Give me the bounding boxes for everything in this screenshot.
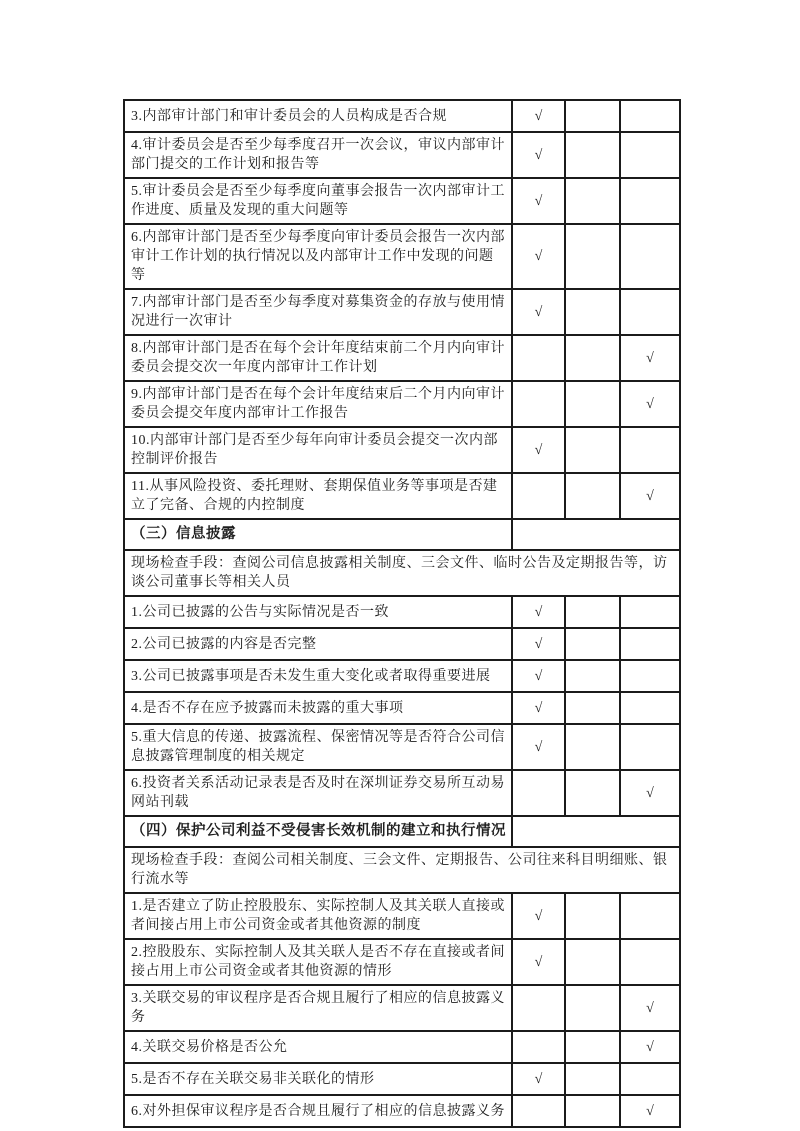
table-row	[124, 692, 680, 724]
check-mark: √	[534, 636, 543, 652]
check-mark-cell	[620, 985, 680, 1031]
check-mark: √	[534, 908, 543, 924]
check-mark: √	[534, 739, 543, 755]
empty-check-cell	[620, 724, 680, 770]
table-row	[124, 178, 680, 224]
empty-check-cell	[620, 100, 680, 132]
item-text: 5.是否不存在关联交易非关联化的情形	[124, 1063, 512, 1095]
table-row	[124, 473, 680, 519]
checklist-table	[123, 99, 681, 1128]
item-text: 10.内部审计部门是否至少每年向审计委员会提交一次内部控制评价报告	[124, 427, 512, 473]
empty-check-cell	[565, 724, 620, 770]
empty-check-cell	[565, 893, 620, 939]
check-mark: √	[534, 108, 543, 124]
item-text: 4.是否不存在应予披露而未披露的重大事项	[124, 692, 512, 724]
item-text: 4.关联交易价格是否公允	[124, 1031, 512, 1063]
check-mark: √	[534, 147, 543, 163]
check-mark-cell	[512, 660, 565, 692]
table-row	[124, 289, 680, 335]
empty-check-cell	[620, 660, 680, 692]
check-mark-cell	[620, 335, 680, 381]
empty-check-cell	[512, 770, 565, 816]
item-text: 7.内部审计部门是否至少每季度对募集资金的存放与使用情况进行一次审计	[124, 289, 512, 335]
table-row	[124, 550, 680, 596]
check-mark: √	[534, 604, 543, 620]
empty-check-cell	[565, 335, 620, 381]
check-mark-cell	[512, 692, 565, 724]
check-mark: √	[534, 668, 543, 684]
empty-check-cell	[620, 692, 680, 724]
empty-check-cell	[565, 770, 620, 816]
check-mark-cell	[620, 770, 680, 816]
item-text: 2.公司已披露的内容是否完整	[124, 628, 512, 660]
empty-check-cell	[512, 381, 565, 427]
empty-check-cell	[565, 1095, 620, 1127]
check-mark: √	[646, 396, 654, 412]
check-mark: √	[646, 1000, 654, 1016]
empty-check-cell	[565, 132, 620, 178]
empty-check-cell	[565, 939, 620, 985]
empty-check-cell	[565, 427, 620, 473]
check-mark: √	[534, 442, 543, 458]
check-mark: √	[646, 350, 654, 366]
inspection-method: 现场检查手段：查阅公司相关制度、三会文件、定期报告、公司往来科目明细账、银行流水等	[124, 847, 680, 893]
check-mark-cell	[620, 1095, 680, 1127]
check-mark: √	[534, 700, 543, 716]
item-text: 5.重大信息的传递、披露流程、保密情况等是否符合公司信息披露管理制度的相关规定	[124, 724, 512, 770]
item-text: 9.内部审计部门是否在每个会计年度结束后二个月内向审计委员会提交年度内部审计工作报告	[124, 381, 512, 427]
check-mark-cell	[512, 596, 565, 628]
empty-check-cell	[620, 939, 680, 985]
empty-check-cell	[565, 100, 620, 132]
item-text: 4.审计委员会是否至少每季度召开一次会议，审议内部审计部门提交的工作计划和报告等	[124, 132, 512, 178]
check-mark: √	[534, 304, 543, 320]
section-header: （三）信息披露	[124, 519, 512, 550]
empty-check-cell	[620, 289, 680, 335]
section-empty-cell	[512, 816, 680, 847]
table-row	[124, 628, 680, 660]
empty-check-cell	[512, 1095, 565, 1127]
empty-check-cell	[512, 335, 565, 381]
section-empty-cell	[512, 519, 680, 550]
table-row	[124, 100, 680, 132]
empty-check-cell	[565, 596, 620, 628]
check-mark-cell	[512, 724, 565, 770]
item-text: 1.是否建立了防止控股股东、实际控制人及其关联人直接或者间接占用上市公司资金或者其他资源的制度	[124, 893, 512, 939]
empty-check-cell	[620, 178, 680, 224]
table-row	[124, 770, 680, 816]
check-mark-cell	[512, 1063, 565, 1095]
empty-check-cell	[565, 692, 620, 724]
empty-check-cell	[620, 596, 680, 628]
empty-check-cell	[512, 473, 565, 519]
check-mark-cell	[512, 178, 565, 224]
empty-check-cell	[620, 893, 680, 939]
empty-check-cell	[620, 1063, 680, 1095]
empty-check-cell	[565, 628, 620, 660]
inspection-method: 现场检查手段：查阅公司信息披露相关制度、三会文件、临时公告及定期报告等，访谈公司董事长等相关人员	[124, 550, 680, 596]
table-row	[124, 985, 680, 1031]
check-mark: √	[646, 1103, 654, 1119]
section-header: （四）保护公司利益不受侵害长效机制的建立和执行情况	[124, 816, 512, 847]
empty-check-cell	[512, 985, 565, 1031]
check-mark-cell	[620, 1031, 680, 1063]
check-mark-cell	[512, 132, 565, 178]
item-text: 3.内部审计部门和审计委员会的人员构成是否合规	[124, 100, 512, 132]
table-row	[124, 335, 680, 381]
item-text: 6.对外担保审议程序是否合规且履行了相应的信息披露义务	[124, 1095, 512, 1127]
checklist-table-body	[124, 100, 680, 1127]
empty-check-cell	[565, 1031, 620, 1063]
item-text: 3.公司已披露事项是否未发生重大变化或者取得重要进展	[124, 660, 512, 692]
table-row	[124, 893, 680, 939]
check-mark: √	[534, 249, 543, 264]
item-text: 5.审计委员会是否至少每季度向董事会报告一次内部审计工作进度、质量及发现的重大问题等	[124, 178, 512, 224]
table-row	[124, 132, 680, 178]
check-mark: √	[646, 488, 654, 504]
empty-check-cell	[565, 289, 620, 335]
check-mark: √	[534, 1071, 543, 1087]
table-row	[124, 724, 680, 770]
check-mark: √	[646, 1039, 654, 1055]
empty-check-cell	[565, 660, 620, 692]
table-row	[124, 1063, 680, 1095]
table-row	[124, 519, 680, 550]
table-row	[124, 660, 680, 692]
empty-check-cell	[620, 628, 680, 660]
check-mark-cell	[512, 100, 565, 132]
table-row	[124, 381, 680, 427]
table-row	[124, 847, 680, 893]
empty-check-cell	[512, 1031, 565, 1063]
table-row	[124, 596, 680, 628]
item-text: 3.关联交易的审议程序是否合规且履行了相应的信息披露义务	[124, 985, 512, 1031]
check-mark-cell	[512, 628, 565, 660]
item-text: 6.内部审计部门是否至少每季度向审计委员会报告一次内部审计工作计划的执行情况以及内部审计工作中发现的问题等	[124, 224, 512, 289]
check-mark-cell	[620, 473, 680, 519]
empty-check-cell	[620, 132, 680, 178]
check-mark-cell	[512, 427, 565, 473]
item-text: 2.控股股东、实际控制人及其关联人是否不存在直接或者间接占用上市公司资金或者其他资源的情形	[124, 939, 512, 985]
empty-check-cell	[565, 178, 620, 224]
table-row	[124, 224, 680, 289]
check-mark-cell	[512, 939, 565, 985]
check-mark: √	[646, 785, 654, 801]
check-mark-cell	[620, 381, 680, 427]
check-mark-cell	[512, 289, 565, 335]
item-text: 6.投资者关系活动记录表是否及时在深圳证券交易所互动易网站刊载	[124, 770, 512, 816]
empty-check-cell	[565, 1063, 620, 1095]
item-text: 1.公司已披露的公告与实际情况是否一致	[124, 596, 512, 628]
table-row	[124, 427, 680, 473]
check-mark-cell	[512, 893, 565, 939]
empty-check-cell	[620, 427, 680, 473]
empty-check-cell	[565, 381, 620, 427]
table-row	[124, 1095, 680, 1127]
item-text: 11.从事风险投资、委托理财、套期保值业务等事项是否建立了完备、合规的内控制度	[124, 473, 512, 519]
empty-check-cell	[620, 224, 680, 289]
table-row	[124, 1031, 680, 1063]
item-text: 8.内部审计部门是否在每个会计年度结束前二个月内向审计委员会提交次一年度内部审计工作计划	[124, 335, 512, 381]
check-mark: √	[534, 193, 543, 209]
table-row	[124, 939, 680, 985]
check-mark: √	[534, 954, 543, 970]
empty-check-cell	[565, 985, 620, 1031]
table-row	[124, 816, 680, 847]
check-mark-cell	[512, 224, 565, 289]
empty-check-cell	[565, 473, 620, 519]
empty-check-cell	[565, 224, 620, 289]
